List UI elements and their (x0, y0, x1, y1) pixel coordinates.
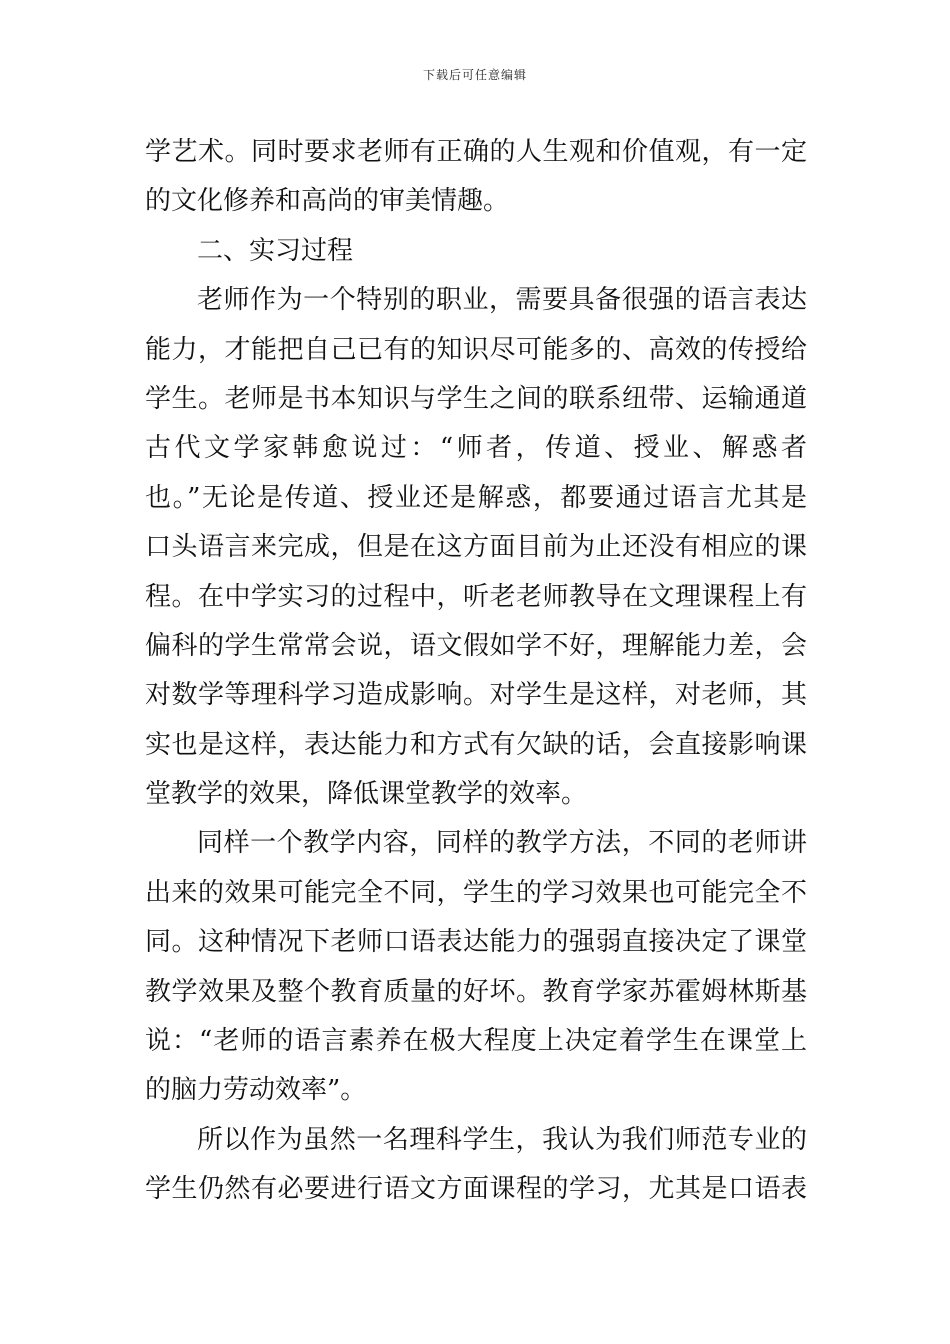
page-header-note: 下载后可任意编辑 (422, 68, 527, 82)
text-line: 学生仍然有必要进行语文方面课程的学习，尤其是口语表 (145, 1174, 807, 1205)
text-line: 出来的效果可能完全不同，学生的学习效果也可能完全不 (145, 877, 807, 908)
text-line: 古代文学家韩愈说过：“师者，传道、授业、解惑者 (145, 433, 807, 464)
text-line: 实也是这样，表达能力和方式有欠缺的话，会直接影响课 (145, 729, 807, 760)
text-line: 程。在中学实习的过程中，听老老师教导在文理课程上有 (145, 581, 807, 612)
document-body (145, 128, 807, 1215)
text-line: 教学效果及整个教育质量的好坏。教育学家苏霍姆林斯基 (145, 976, 807, 1007)
text-line: 能力，才能把自己已有的知识尽可能多的、高效的传授给 (145, 334, 807, 365)
text-line: 偏科的学生常常会说，语文假如学不好，理解能力差，会 (145, 630, 807, 661)
text-line: 口头语言来完成，但是在这方面目前为止还没有相应的课 (145, 532, 807, 563)
text-line: 学艺术。同时要求老师有正确的人生观和价值观，有一定 (145, 137, 807, 167)
text-line: 学生。老师是书本知识与学生之间的联系纽带、运输通道 (145, 383, 807, 414)
text-line: 堂教学的效果，降低课堂教学的效率。 (145, 779, 588, 810)
text-line: 也。”无论是传道、授业还是解惑，都要通过语言尤其是 (145, 482, 807, 513)
text-line: 说：“老师的语言素养在极大程度上决定着学生在课堂上 (145, 1026, 807, 1057)
text-line: 的脑力劳动效率”。 (145, 1075, 367, 1106)
text-line: 老师作为一个特别的职业，需要具备很强的语言表达 (197, 285, 807, 316)
text-line: 同。这种情况下老师口语表达能力的强弱直接决定了课堂 (145, 927, 807, 958)
text-line: 同样一个教学内容，同样的教学方法，不同的老师讲 (197, 828, 807, 859)
text-line: 对数学等理科学习造成影响。对学生是这样，对老师，其 (145, 680, 807, 711)
text-line: 的文化修养和高尚的审美情趣。 (145, 186, 510, 217)
text-line: 所以作为虽然一名理科学生，我认为我们师范专业的 (197, 1124, 807, 1155)
section-heading: 二、实习过程 (197, 235, 354, 266)
